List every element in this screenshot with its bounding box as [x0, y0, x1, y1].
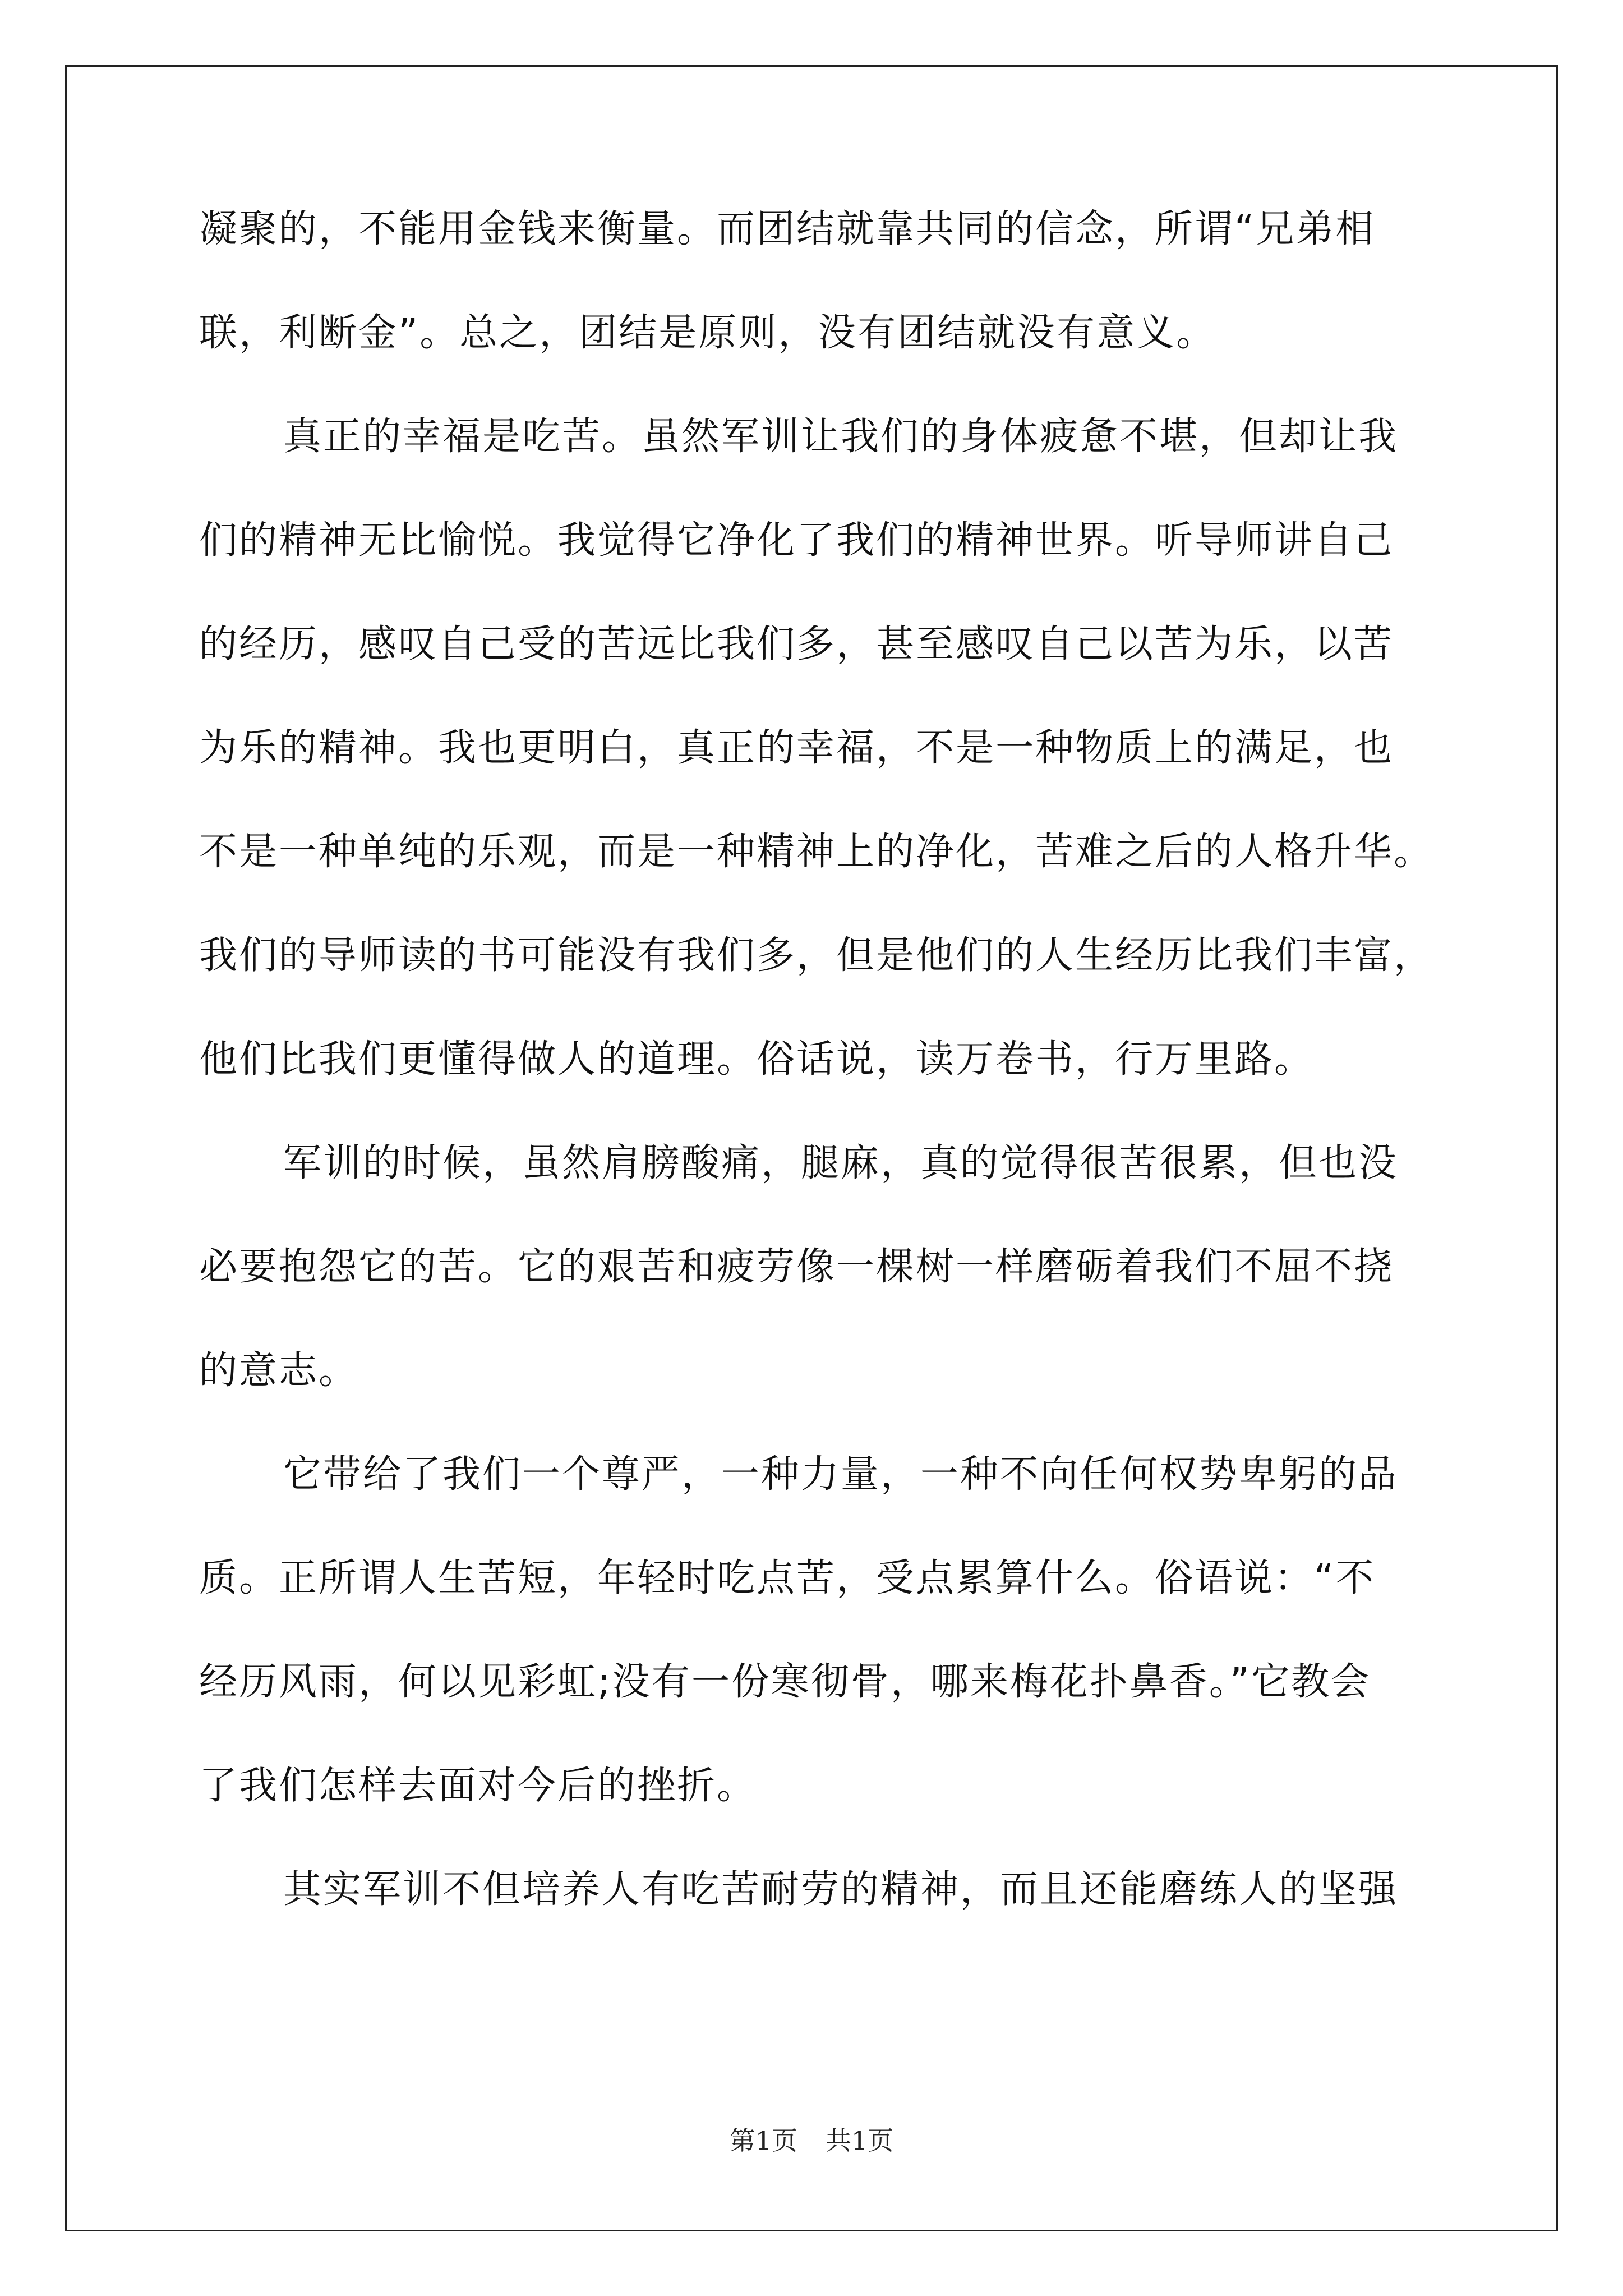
text-line: 必要抱怨它的苦。它的艰苦和疲劳像一棵树一样磨砺着我们不屈不挠: [199, 1245, 1394, 1289]
text-line: 其实军训不但培养人有吃苦耐劳的精神，而且还能磨练人的坚强: [283, 1867, 1399, 1912]
text-line: 质。正所谓人生苦短，年轻时吃点苦，受点累算什么。俗语说：“不: [199, 1556, 1376, 1600]
text-line: 我们的导师读的书可能没有我们多，但是他们的人生经历比我们丰富，: [199, 933, 1434, 978]
text-line: 联，利断金”。总之，团结是原则，没有团结就没有意义。: [199, 311, 1216, 355]
document-body: [199, 207, 1438, 1975]
text-line: 真正的幸福是吃苦。虽然军训让我们的身体疲惫不堪，但却让我: [283, 415, 1399, 459]
text-line: 不是一种单纯的乐观，而是一种精神上的净化，苦难之后的人格升华。: [199, 830, 1434, 874]
text-line: 它带给了我们一个尊严，一种力量，一种不向任何权势卑躬的品: [283, 1452, 1399, 1497]
page-footer: [0, 2120, 1623, 2157]
text-line: 的意志。: [199, 1349, 359, 1393]
current-page-label: 第1页: [729, 2125, 797, 2156]
text-line: 军训的时候，虽然肩膀酸痛，腿麻，真的觉得很苦很累，但也没: [283, 1141, 1399, 1185]
total-pages-label: 共1页: [826, 2125, 894, 2156]
text-line: 他们比我们更懂得做人的道理。俗话说，读万卷书，行万里路。: [199, 1037, 1315, 1082]
text-line: 凝聚的，不能用金钱来衡量。而团结就靠共同的信念，所谓“兄弟相: [199, 207, 1376, 251]
text-line: 了我们怎样去面对今后的挫折。: [199, 1764, 757, 1808]
text-line: 的经历，感叹自己受的苦远比我们多，甚至感叹自己以苦为乐，以苦: [199, 622, 1394, 666]
text-line: 经历风雨，何以见彩虹;没有一份寒彻骨，哪来梅花扑鼻香。”它教会: [199, 1660, 1371, 1704]
text-line: 为乐的精神。我也更明白，真正的幸福，不是一种物质上的满足，也: [199, 726, 1394, 770]
text-line: 们的精神无比愉悦。我觉得它净化了我们的精神世界。听导师讲自己: [199, 518, 1394, 563]
